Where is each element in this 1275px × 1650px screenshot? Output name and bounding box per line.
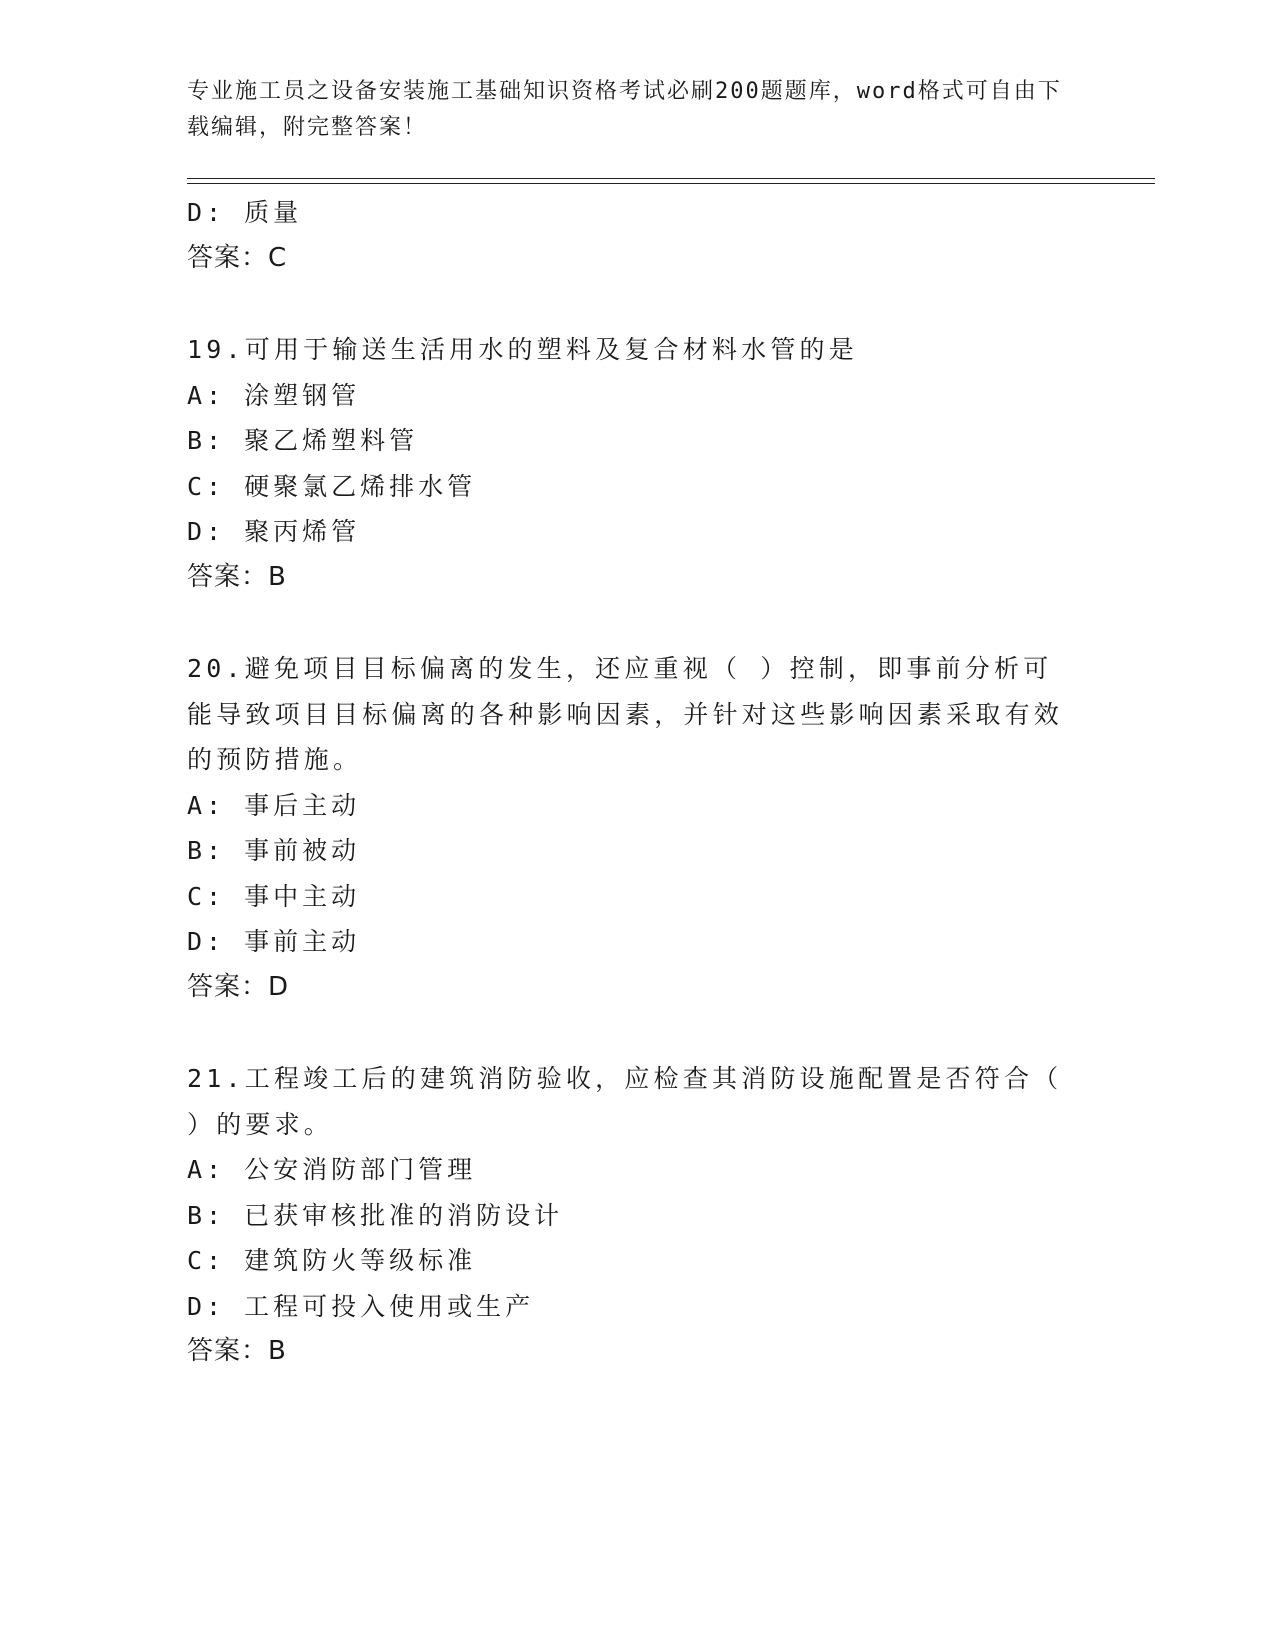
question-block-21 — [187, 1056, 1067, 1375]
option-b: B: 事前被动 — [187, 836, 361, 865]
question-stem: 21.工程竣工后的建筑消防验收，应检查其消防设施配置是否符合（ ）的要求。 — [187, 1064, 1063, 1139]
option-d: D: 事前主动 — [187, 927, 361, 956]
option-d: D: 工程可投入使用或生产 — [187, 1291, 535, 1321]
option-c: C: 建筑防火等级标准 — [187, 1246, 477, 1275]
answer-line: 答案：B — [187, 561, 287, 592]
question-block-19 — [187, 327, 1067, 600]
option-c: C: 硬聚氯乙烯排水管 — [187, 471, 477, 501]
option-d: D: 质量 — [187, 198, 303, 227]
header-divider-bottom — [187, 183, 1155, 184]
question-list — [187, 190, 1067, 1375]
answer-line: 答案：C — [187, 242, 288, 273]
option-c: C: 事中主动 — [187, 881, 361, 911]
option-b: B: 已获审核批准的消防设计 — [187, 1200, 564, 1230]
option-b: B: 聚乙烯塑料管 — [187, 426, 419, 455]
question-block-18 — [187, 190, 1067, 281]
spacer — [187, 600, 1067, 646]
option-d: D: 聚丙烯管 — [187, 517, 361, 546]
answer-line: 答案：B — [187, 1336, 287, 1366]
page-header-title: 专业施工员之设备安装施工基础知识资格考试必刷200题题库，word格式可自由下载编辑，附完整答案！ — [187, 79, 1062, 140]
question-stem: 19.可用于输送生活用水的塑料及复合材料水管的是 — [187, 335, 858, 364]
spacer — [187, 281, 1067, 327]
option-a: A: 公安消防部门管理 — [187, 1155, 477, 1184]
question-stem: 20.避免项目目标偏离的发生，还应重视（ ）控制，即事前分析可能导致项目目标偏离的各种影响因素，并针对这些影响因素采取有效的预防措施。 — [187, 654, 1064, 774]
option-a: A: 事后主动 — [187, 790, 361, 820]
header-divider-top — [187, 178, 1155, 179]
spacer — [187, 1010, 1067, 1056]
question-block-20 — [187, 646, 1067, 1010]
option-a: A: 涂塑钢管 — [187, 380, 361, 410]
answer-line: 答案：D — [187, 971, 290, 1002]
